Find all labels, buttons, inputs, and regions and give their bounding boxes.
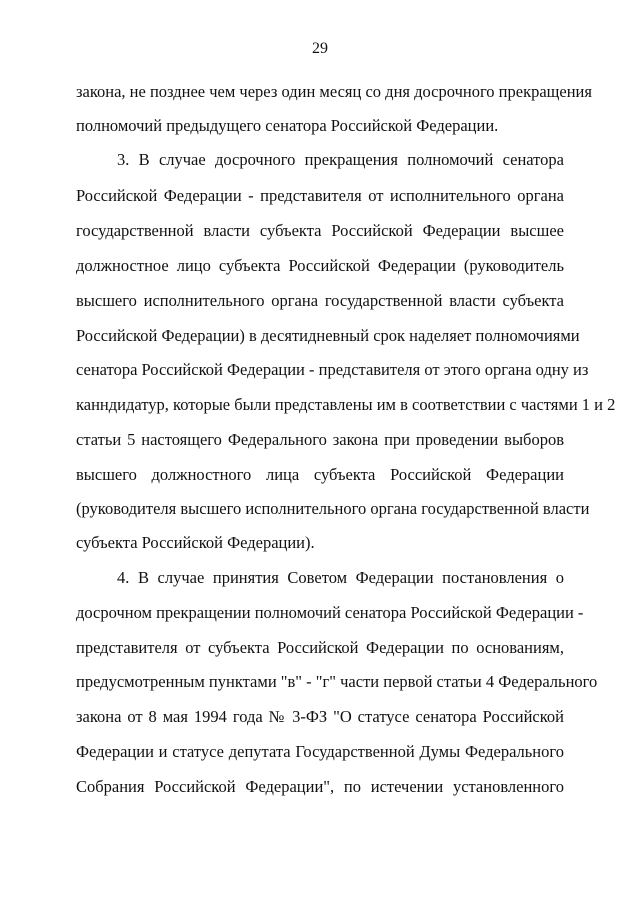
text-line: государственной власти субъекта Российской Федерации высшее — [76, 221, 564, 240]
text-line: высшего исполнительного органа государственной власти субъекта — [76, 291, 564, 310]
text-line: Российской Федерации) в десятидневный срок наделяет полномочиями — [76, 326, 580, 345]
text-line: Собрания Российской Федерации", по истечении установленного — [76, 777, 564, 796]
text-line: досрочном прекращении полномочий сенатора Российской Федерации - — [76, 603, 584, 622]
text-line: полномочий предыдущего сенатора Российской Федерации. — [76, 116, 499, 135]
text-line: высшего должностного лица субъекта Российской Федерации — [76, 465, 564, 484]
text-line: закона, не позднее чем через один месяц со дня досрочного прекращения — [76, 82, 592, 101]
text-line: должностное лицо субъекта Российской Федерации (руководитель — [76, 256, 564, 275]
text-line: субъекта Российской Федерации). — [76, 533, 315, 552]
text-line: (руководителя высшего исполнительного органа государственной власти — [76, 499, 590, 518]
text-line: канндидатур, которые были представлены им в соответствии с частями 1 и 2 — [76, 395, 616, 414]
text-line: сенатора Российской Федерации - представителя от этого органа одну из — [76, 360, 589, 379]
paragraph-4-first-line: 4. В случае принятия Советом Федерации постановления о — [117, 568, 564, 587]
text-line: предусмотренным пунктами "в" - "г" части первой статьи 4 Федерального — [76, 672, 598, 691]
text-line: закона от 8 мая 1994 года № 3-ФЗ "О статусе сенатора Российской — [76, 707, 564, 726]
text-line: представителя от субъекта Российской Федерации по основаниям, — [76, 638, 564, 657]
text-line: Российской Федерации - представителя от исполнительного органа — [76, 186, 564, 205]
page-number: 29 — [312, 40, 328, 57]
text-line: статьи 5 настоящего Федерального закона при проведении выборов — [76, 430, 564, 449]
paragraph-3-first-line: 3. В случае досрочного прекращения полномочий сенатора — [117, 150, 564, 169]
text-line: Федерации и статусе депутата Государственной Думы Федерального — [76, 742, 564, 761]
